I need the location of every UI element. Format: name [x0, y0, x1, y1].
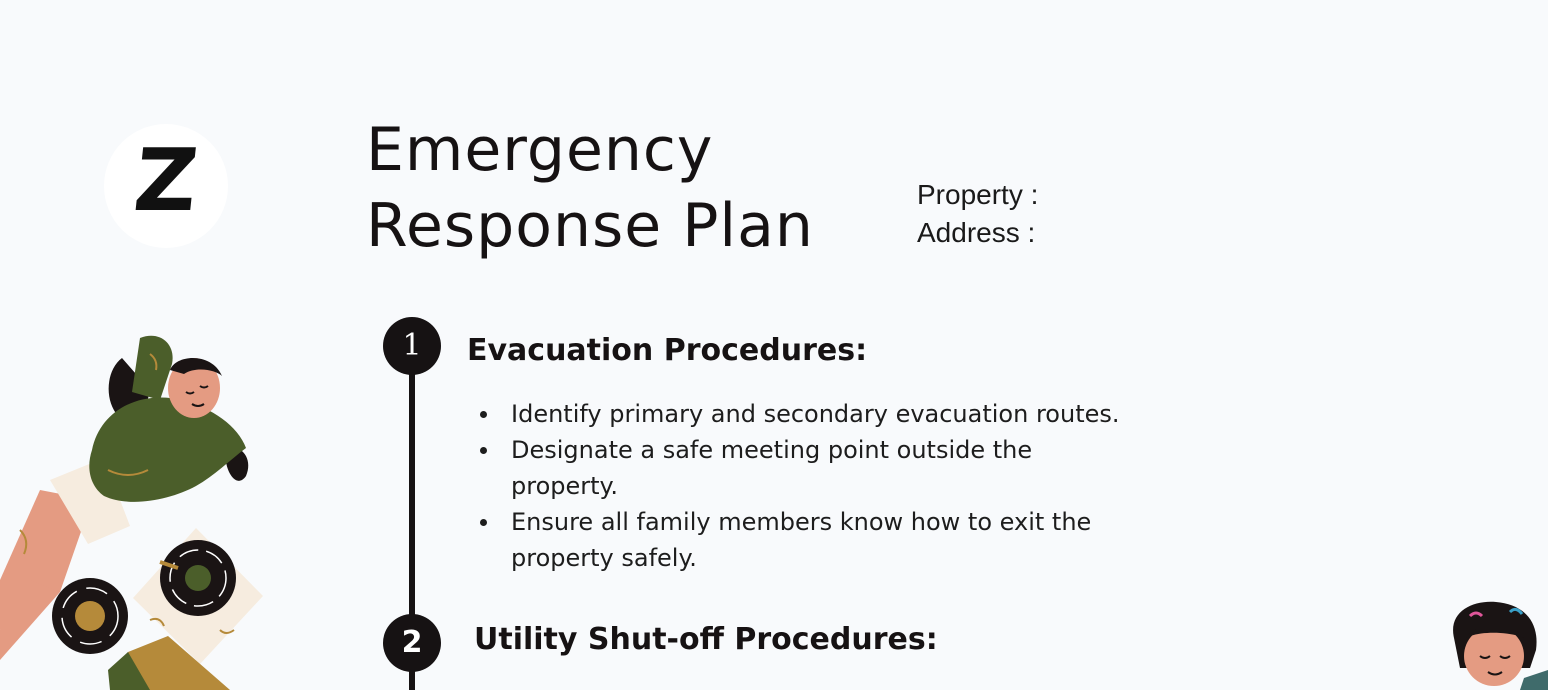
curly-hair-person-illustration [1440, 598, 1548, 690]
logo-letter: Z [129, 131, 203, 231]
logo [104, 124, 228, 248]
step-2-number: 2 [383, 614, 441, 672]
woman-with-vinyl-records-illustration [0, 330, 270, 690]
property-meta [917, 176, 1038, 252]
address-label: Address : [917, 217, 1036, 248]
list-item: Ensure all family members know how to exit the property safely. [480, 504, 1140, 576]
list-item: Designate a safe meeting point outside the property. [480, 432, 1140, 504]
property-label: Property : [917, 179, 1039, 210]
step-1-number: 1 [383, 317, 441, 375]
page-title [366, 112, 814, 264]
list-item: Identify primary and secondary evacuation routes. [480, 396, 1140, 432]
step-1-heading: Evacuation Procedures: [467, 333, 868, 368]
page-title-line1: Emergency [366, 115, 714, 185]
step-1-bullet-list [480, 396, 1140, 576]
step-2-heading: Utility Shut-off Procedures: [474, 622, 938, 657]
page-title-line2: Response Plan [366, 191, 814, 261]
